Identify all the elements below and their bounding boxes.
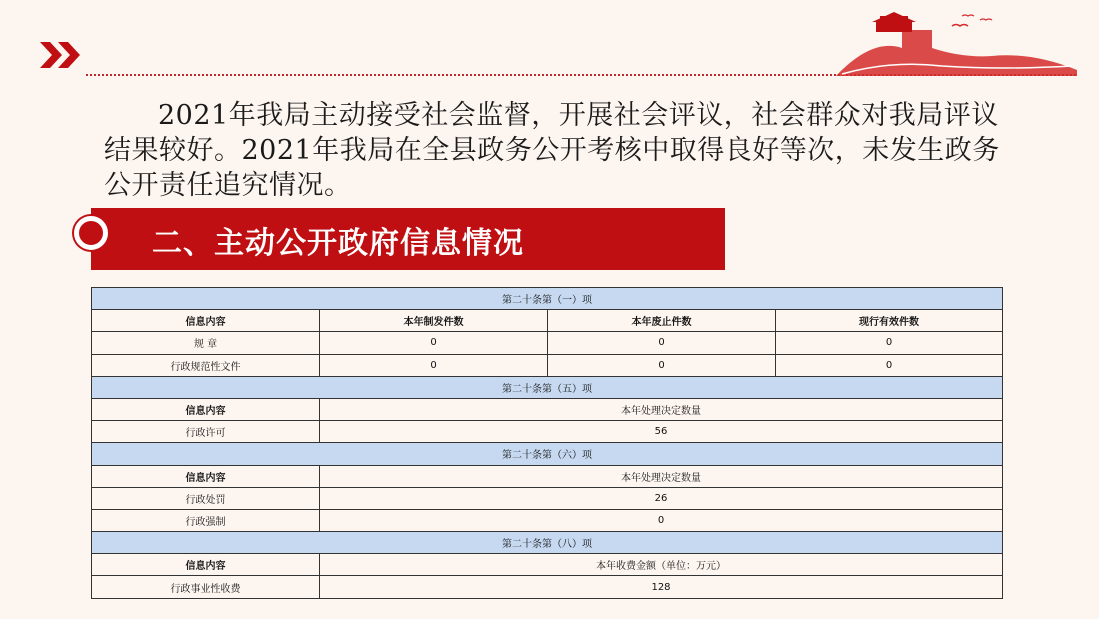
header-cell: 信息内容	[92, 465, 320, 487]
header-cell: 本年处理决定数量	[320, 465, 1003, 487]
section-label: 第二十条第（五）项	[92, 376, 1003, 398]
section-label: 第二十条第（六）项	[92, 443, 1003, 465]
table-section-row	[92, 288, 1003, 310]
header-cell: 本年废止件数	[548, 310, 776, 332]
table-cell: 行政规范性文件	[92, 354, 320, 376]
info-disclosure-table	[91, 287, 1003, 599]
table-cell: 0	[548, 354, 776, 376]
table-cell: 行政许可	[92, 421, 320, 443]
great-wall-decoration-icon	[832, 8, 1082, 80]
intro-paragraph: 2021年我局主动接受社会监督，开展社会评议，社会群众对我局评议结果较好。2021年我局在全县政务公开考核中取得良好等次，未发生政务公开责任追究情况。	[104, 100, 1000, 201]
header-cell: 本年处理决定数量	[320, 398, 1003, 420]
table-cell: 行政事业性收费	[92, 576, 320, 598]
table-row	[92, 576, 1003, 598]
table-cell: 0	[776, 332, 1003, 354]
table-row	[92, 509, 1003, 531]
table-cell: 0	[320, 332, 548, 354]
table-header-row	[92, 554, 1003, 576]
table-header-row	[92, 398, 1003, 420]
table-cell: 0	[320, 509, 1003, 531]
table-cell: 0	[320, 354, 548, 376]
table-cell: 规 章	[92, 332, 320, 354]
table-cell: 56	[320, 421, 1003, 443]
double-chevron-icon	[40, 42, 84, 68]
table-cell: 128	[320, 576, 1003, 598]
table-cell: 行政处罚	[92, 487, 320, 509]
section-title: 二、主动公开政府信息情况	[152, 226, 524, 261]
section-label: 第二十条第（八）项	[92, 532, 1003, 554]
table-cell: 0	[548, 332, 776, 354]
header-cell: 本年制发件数	[320, 310, 548, 332]
table-cell: 行政强制	[92, 509, 320, 531]
table-header-row	[92, 310, 1003, 332]
table-section-row	[92, 532, 1003, 554]
header-cell: 信息内容	[92, 554, 320, 576]
header-cell: 信息内容	[92, 398, 320, 420]
table-row	[92, 354, 1003, 376]
header-cell: 信息内容	[92, 310, 320, 332]
table-header-row	[92, 465, 1003, 487]
table-cell: 0	[776, 354, 1003, 376]
table-section-row	[92, 376, 1003, 398]
banner-circle-icon	[74, 216, 108, 250]
table-row	[92, 332, 1003, 354]
header-cell: 本年收费金额（单位：万元）	[320, 554, 1003, 576]
table-cell: 26	[320, 487, 1003, 509]
section-label: 第二十条第（一）项	[92, 288, 1003, 310]
header-cell: 现行有效件数	[776, 310, 1003, 332]
table-section-row	[92, 443, 1003, 465]
table-row	[92, 487, 1003, 509]
table-row	[92, 421, 1003, 443]
